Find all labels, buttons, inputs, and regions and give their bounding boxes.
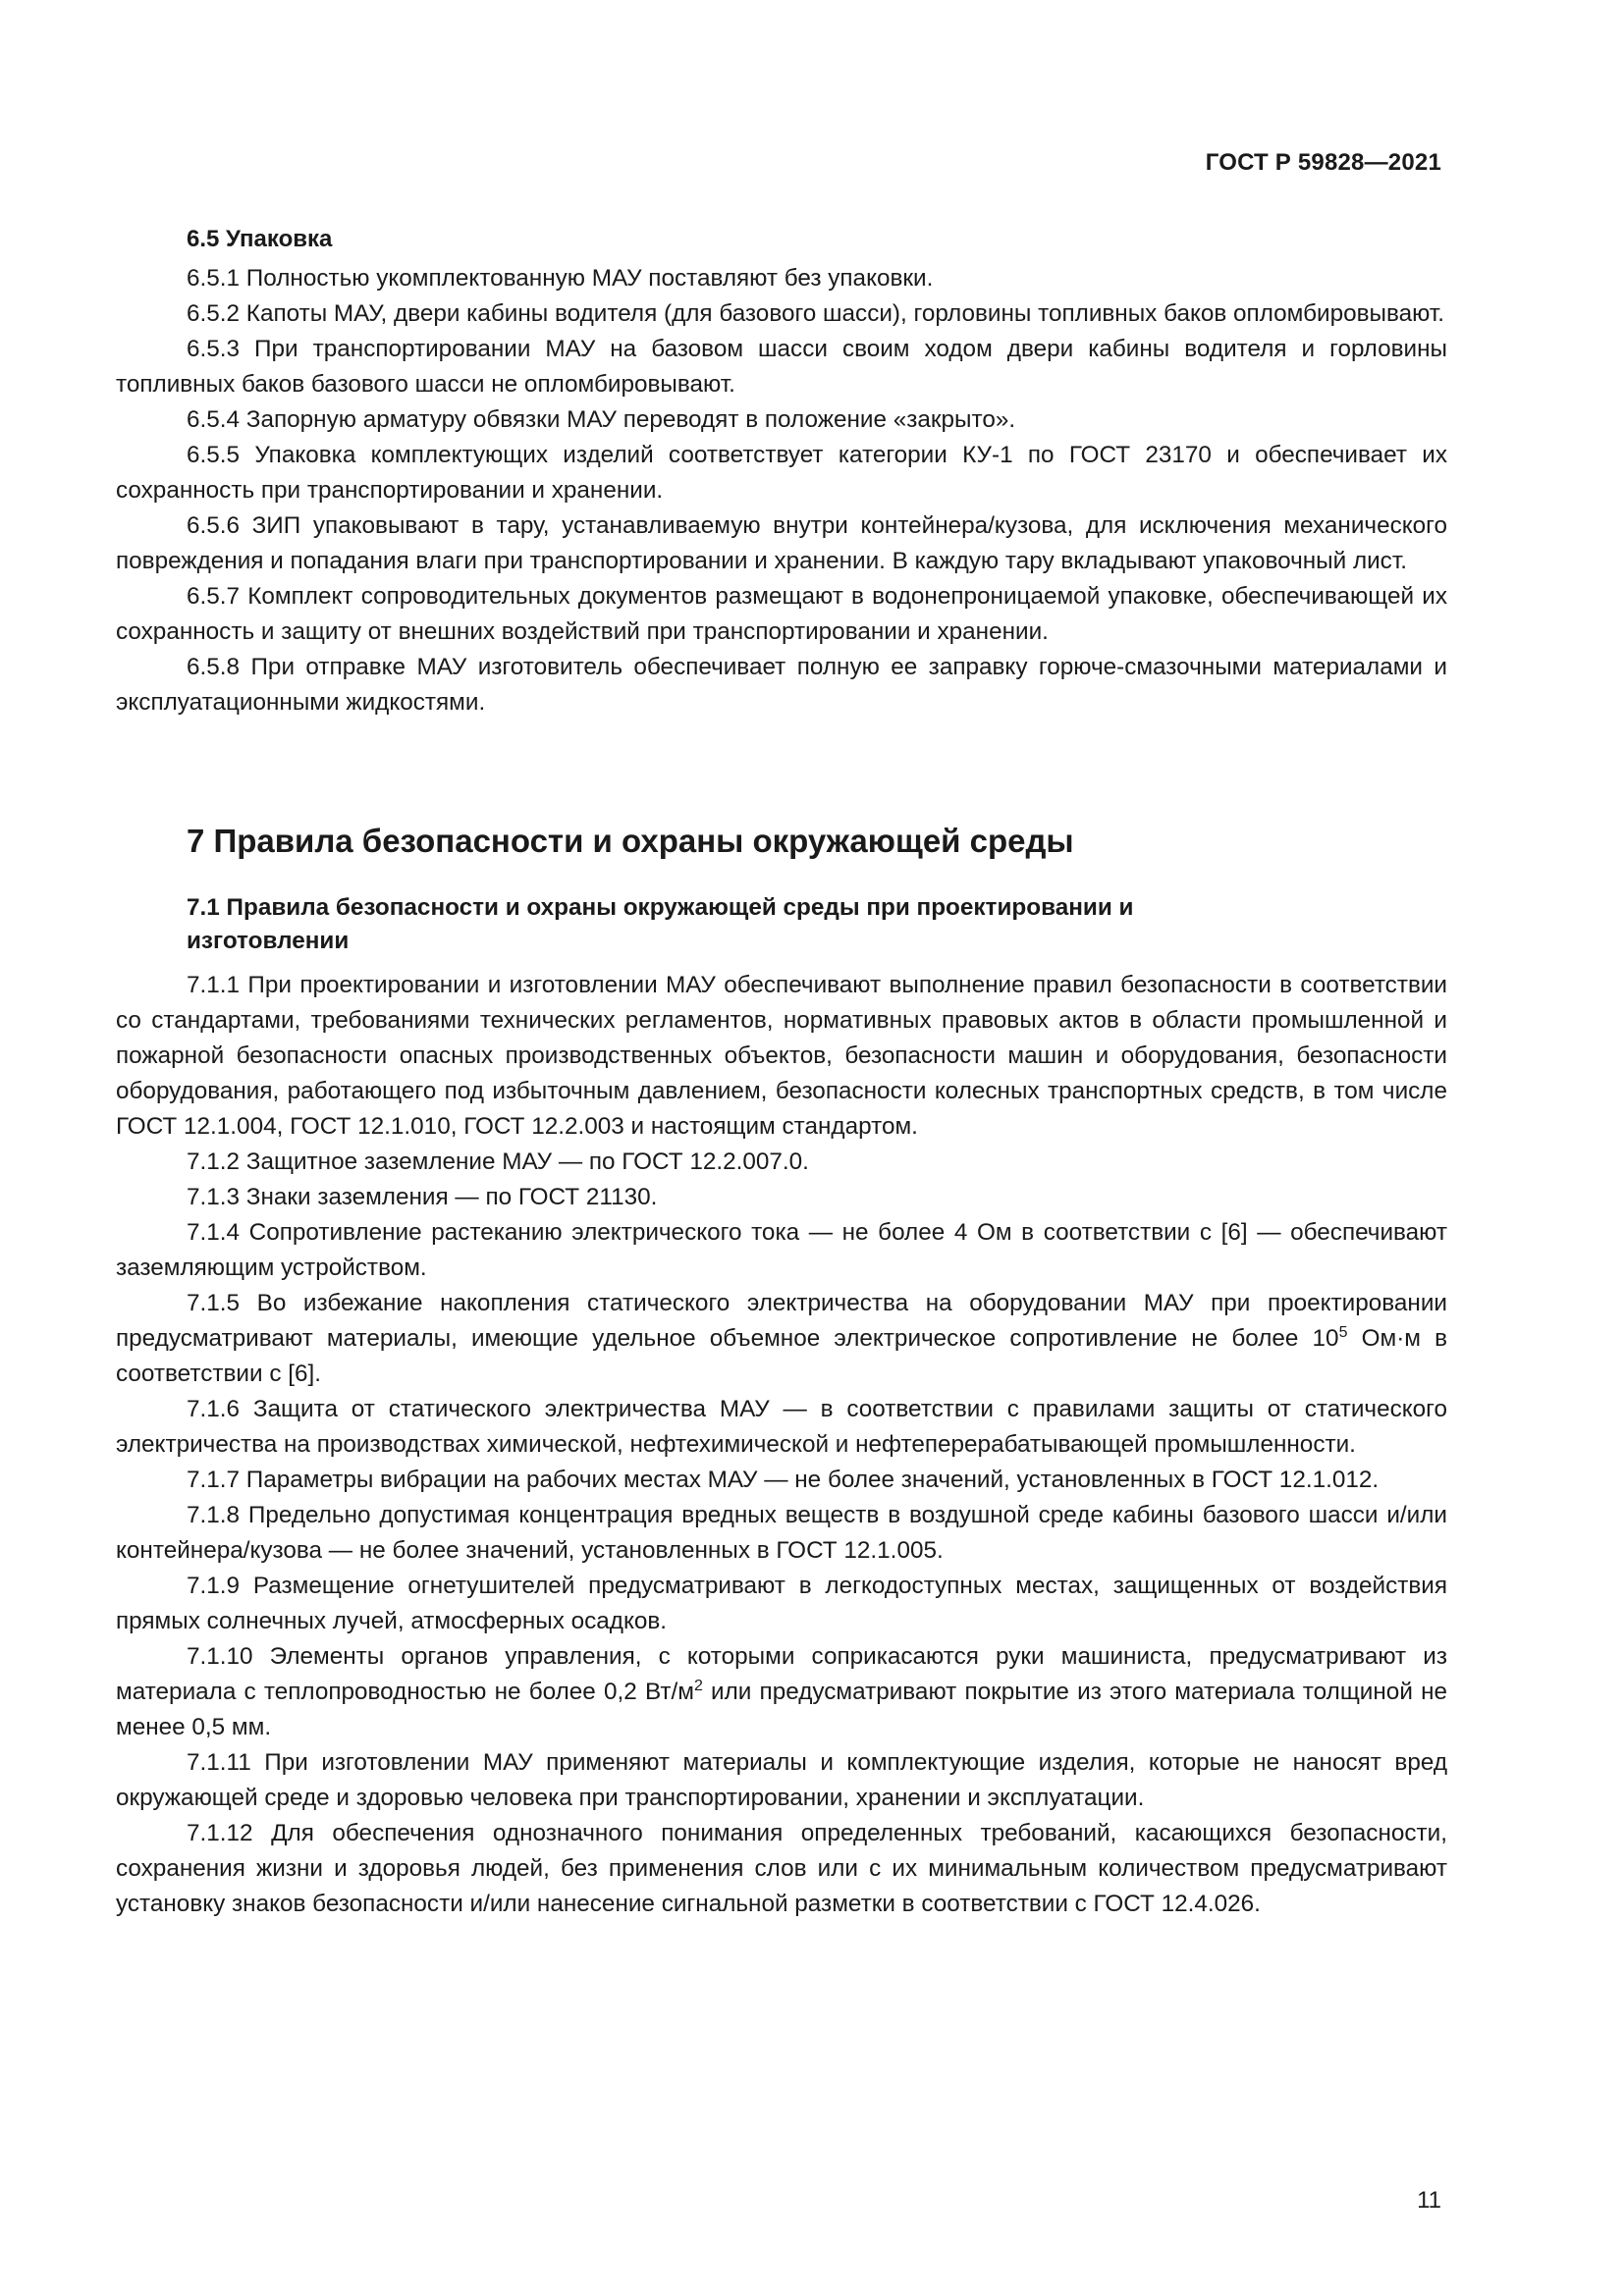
- section-6-5-heading: 6.5 Упаковка: [187, 226, 333, 252]
- paragraph-7-1-6: 7.1.6 Защита от статического электричества МАУ — в соответствии с правилами защиты от статического электричества на производствах химической, нефтехимической и нефтеперерабатывающей промышленности.: [116, 1396, 1447, 1458]
- paragraph-7-1-8: 7.1.8 Предельно допустимая концентрация вредных веществ в воздушной среде кабины базового шасси и/или контейнера/кузова — не более значений, установленных в ГОСТ 12.1.005.: [116, 1502, 1447, 1564]
- paragraph-7-1-1: 7.1.1 При проектировании и изготовлении МАУ обеспечивают выполнение правил безопасности в соответствии со стандартами, требованиями технических регламентов, нормативных правовых актов в области промышленной и пожарной безопасности опасных производственных объектов, безопасности машин и оборудования, безопасности оборудования, работающего под избыточным давлением, безопасности колесных транспортных средств, в том числе ГОСТ 12.1.004, ГОСТ 12.1.010, ГОСТ 12.2.003 и настоящим стандартом.: [116, 972, 1447, 1140]
- paragraph-7-1-11: 7.1.11 При изготовлении МАУ применяют материалы и комплектующие изделия, которые не наносят вред окружающей среде и здоровью человека при транспортировании, хранении и эксплуатации.: [116, 1749, 1447, 1811]
- paragraph-7-1-7: 7.1.7 Параметры вибрации на рабочих местах МАУ — не более значений, установленных в ГОСТ 12.1.012.: [187, 1467, 1380, 1493]
- paragraph-7-1-9: 7.1.9 Размещение огнетушителей предусматривают в легкодоступных местах, защищенных от воздействия прямых солнечных лучей, атмосферных осадков.: [116, 1573, 1447, 1634]
- paragraph-6-5-2: 6.5.2 Капоты МАУ, двери кабины водителя (для базового шасси), горловины топливных баков опломбировывают.: [187, 300, 1444, 327]
- section-7-heading: 7 Правила безопасности и охраны окружающей среды: [187, 823, 1074, 859]
- paragraph-6-5-7: 6.5.7 Комплект сопроводительных документов размещают в водонепроницаемой упаковке, обеспечивающей их сохранность и защиту от внешних воздействий при транспортировании и хранении.: [116, 583, 1447, 645]
- paragraph-7-1-10-text-b: или предусматривают покрытие из этого материала толщиной не менее 0,5 мм.: [116, 1679, 1448, 1740]
- paragraph-7-1-10-text-a: 7.1.10 Элементы органов управления, с которыми соприкасаются руки машиниста, предусматривают из материала с теплопроводностью не более 0,2 Вт/м: [116, 1643, 1447, 1705]
- page-number: 11: [1417, 2187, 1441, 2214]
- paragraph-6-5-3: 6.5.3 При транспортировании МАУ на базовом шасси своим ходом двери кабины водителя и горловины топливных баков базового шасси не опломбировывают.: [116, 336, 1447, 398]
- paragraph-7-1-10: [116, 1639, 1447, 1745]
- section-7-1-body: [116, 968, 1447, 1922]
- superscript-exponent: 5: [1338, 1324, 1348, 1341]
- paragraph-6-5-4: 6.5.4 Запорную арматуру обвязки МАУ переводят в положение «закрыто».: [187, 406, 1016, 433]
- paragraph-6-5-6: 6.5.6 ЗИП упаковывают в тару, устанавливаемую внутри контейнера/кузова, для исключения механического повреждения и попадания влаги при транспортировании и хранении. В каждую тару вкладывают упаковочный лист.: [116, 512, 1447, 574]
- paragraph-7-1-3: 7.1.3 Знаки заземления — по ГОСТ 21130.: [187, 1184, 658, 1210]
- paragraph-7-1-12: 7.1.12 Для обеспечения однозначного понимания определенных требований, касающихся безопасности, сохранения жизни и здоровья людей, без применения слов или с их минимальным количеством предусматривают установку знаков безопасности и/или нанесение сигнальной разметки в соответствии с ГОСТ 12.4.026.: [116, 1820, 1447, 1917]
- paragraph-6-5-8: 6.5.8 При отправке МАУ изготовитель обеспечивает полную ее заправку горюче-смазочными материалами и эксплуатационными жидкостями.: [116, 654, 1447, 716]
- section-6-5-body: [116, 261, 1447, 721]
- paragraph-7-1-5-text-b: Ом·м в соответствии с [6].: [116, 1325, 1448, 1387]
- paragraph-7-1-5: [116, 1286, 1447, 1392]
- paragraph-7-1-5-text-a: 7.1.5 Во избежание накопления статического электричества на оборудовании МАУ при проектировании предусматривают материалы, имеющие удельное объемное электрическое сопротивление не более 10: [116, 1290, 1447, 1352]
- document-id-header: ГОСТ Р 59828—2021: [1205, 149, 1441, 176]
- superscript-unit: 2: [693, 1678, 703, 1694]
- paragraph-6-5-5: 6.5.5 Упаковка комплектующих изделий соответствует категории КУ-1 по ГОСТ 23170 и обеспечивает их сохранность при транспортировании и хранении.: [116, 442, 1447, 504]
- paragraph-7-1-2: 7.1.2 Защитное заземление МАУ — по ГОСТ 12.2.007.0.: [187, 1148, 809, 1175]
- paragraph-6-5-1: 6.5.1 Полностью укомплектованную МАУ поставляют без упаковки.: [187, 265, 934, 292]
- subsection-7-1-heading: 7.1 Правила безопасности и охраны окружающей среды при проектировании и изготовлении: [187, 894, 1134, 954]
- paragraph-7-1-4: 7.1.4 Сопротивление растеканию электрического тока — не более 4 Ом в соответствии с [6] — обеспечивают заземляющим устройством.: [116, 1219, 1447, 1281]
